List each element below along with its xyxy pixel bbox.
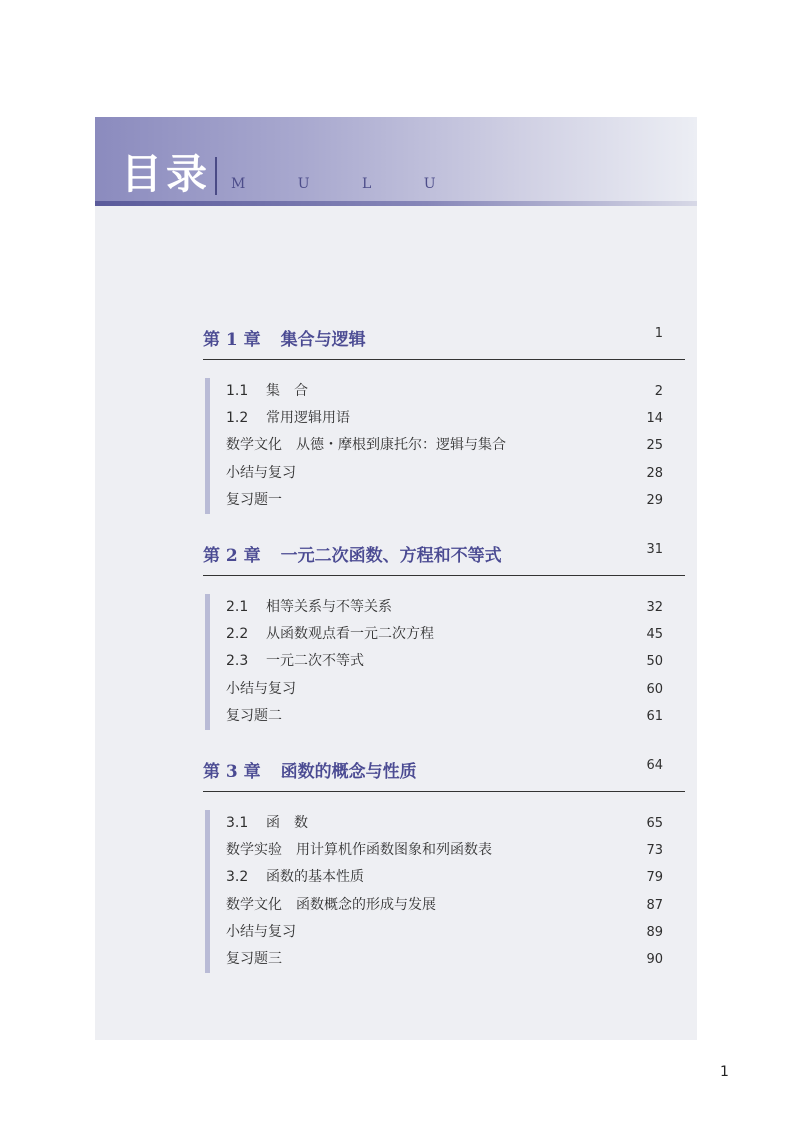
section-title: 数学文化 从德・摩根到康托尔：逻辑与集合 — [226, 437, 506, 454]
section-title: 函 数 — [266, 815, 308, 831]
chapter-title: 函数的概念与性质 — [280, 762, 417, 782]
toc-entry[interactable] — [226, 810, 685, 837]
section-number: 3.1 — [226, 815, 249, 831]
banner-underline — [95, 201, 697, 206]
toc-entry[interactable] — [226, 946, 685, 973]
section-title: 从函数观点看一元二次方程 — [266, 626, 434, 643]
entry-page: 14 — [646, 411, 663, 427]
chapter-heading[interactable] — [203, 323, 685, 360]
section-number: 2.3 — [226, 653, 249, 670]
chapter-heading[interactable] — [203, 539, 685, 576]
section-title: 常用逻辑用语 — [266, 410, 350, 427]
chapter-page: 64 — [646, 758, 663, 773]
chapter-items — [205, 378, 685, 514]
toc-entry[interactable] — [226, 594, 685, 621]
toc-entry[interactable] — [226, 432, 685, 459]
section-title: 集 合 — [266, 383, 308, 399]
entry-page: 87 — [646, 897, 663, 913]
entry-page: 60 — [646, 681, 663, 697]
chapter-label: 第 2 章 — [203, 546, 261, 566]
toc-entry[interactable] — [226, 919, 685, 946]
page-number: 1 — [720, 1064, 729, 1080]
chapter-items — [205, 594, 685, 730]
entry-page: 65 — [646, 816, 663, 831]
entry-page: 73 — [646, 843, 663, 859]
section-title: 数学文化 函数概念的形成与发展 — [226, 896, 436, 913]
chapter-label: 第 3 章 — [203, 762, 261, 782]
entry-page: 32 — [646, 600, 663, 615]
entry-page: 25 — [646, 438, 663, 454]
toc-entry[interactable] — [226, 837, 685, 864]
entry-page: 50 — [646, 654, 663, 670]
chapter-title: 集合与逻辑 — [280, 330, 366, 350]
section-title: 小结与复习 — [226, 464, 296, 481]
chapter-title: 一元二次函数、方程和不等式 — [280, 546, 502, 566]
section-title: 小结与复习 — [226, 923, 296, 940]
section-title: 一元二次不等式 — [266, 653, 364, 670]
section-title: 函数的基本性质 — [266, 869, 364, 886]
toc-entry[interactable] — [226, 892, 685, 919]
section-title: 复习题二 — [226, 707, 282, 724]
section-number: 1.2 — [226, 410, 249, 427]
section-number: 2.1 — [226, 599, 249, 615]
entry-page: 90 — [646, 951, 663, 967]
chapter-page: 31 — [646, 542, 663, 557]
section-number: 3.2 — [226, 869, 249, 886]
entry-page: 89 — [646, 924, 663, 940]
page-subtitle: M U L U — [231, 176, 460, 192]
toc-entry[interactable] — [226, 864, 685, 891]
toc-entry[interactable] — [226, 405, 685, 432]
section-title: 复习题三 — [226, 950, 282, 967]
title-banner — [95, 117, 697, 205]
toc-entry[interactable] — [226, 621, 685, 648]
entry-page: 28 — [646, 465, 663, 481]
toc-entry[interactable] — [226, 648, 685, 675]
entry-page: 79 — [646, 870, 663, 886]
chapter-heading[interactable] — [203, 755, 685, 792]
entry-page: 2 — [654, 384, 663, 399]
chapter-page: 1 — [654, 326, 663, 341]
section-title: 数学实验 用计算机作函数图象和列函数表 — [226, 842, 492, 859]
page-title: 目录 — [121, 150, 211, 198]
section-title: 相等关系与不等关系 — [266, 599, 392, 615]
section-number: 2.2 — [226, 626, 249, 643]
section-title: 复习题一 — [226, 491, 282, 508]
toc-entry[interactable] — [226, 378, 685, 405]
toc-entry[interactable] — [226, 487, 685, 514]
entry-page: 61 — [646, 708, 663, 724]
entry-page: 29 — [646, 492, 663, 508]
toc-entry[interactable] — [226, 460, 685, 487]
section-title: 小结与复习 — [226, 680, 296, 697]
chapter-label: 第 1 章 — [203, 330, 261, 350]
chapter-items — [205, 810, 685, 973]
chapter-1 — [203, 323, 685, 514]
section-number: 1.1 — [226, 383, 249, 399]
entry-page: 45 — [646, 627, 663, 643]
chapter-3 — [203, 755, 685, 973]
title-divider — [215, 157, 217, 195]
toc-entry[interactable] — [226, 703, 685, 730]
chapter-2 — [203, 539, 685, 730]
toc-entry[interactable] — [226, 676, 685, 703]
